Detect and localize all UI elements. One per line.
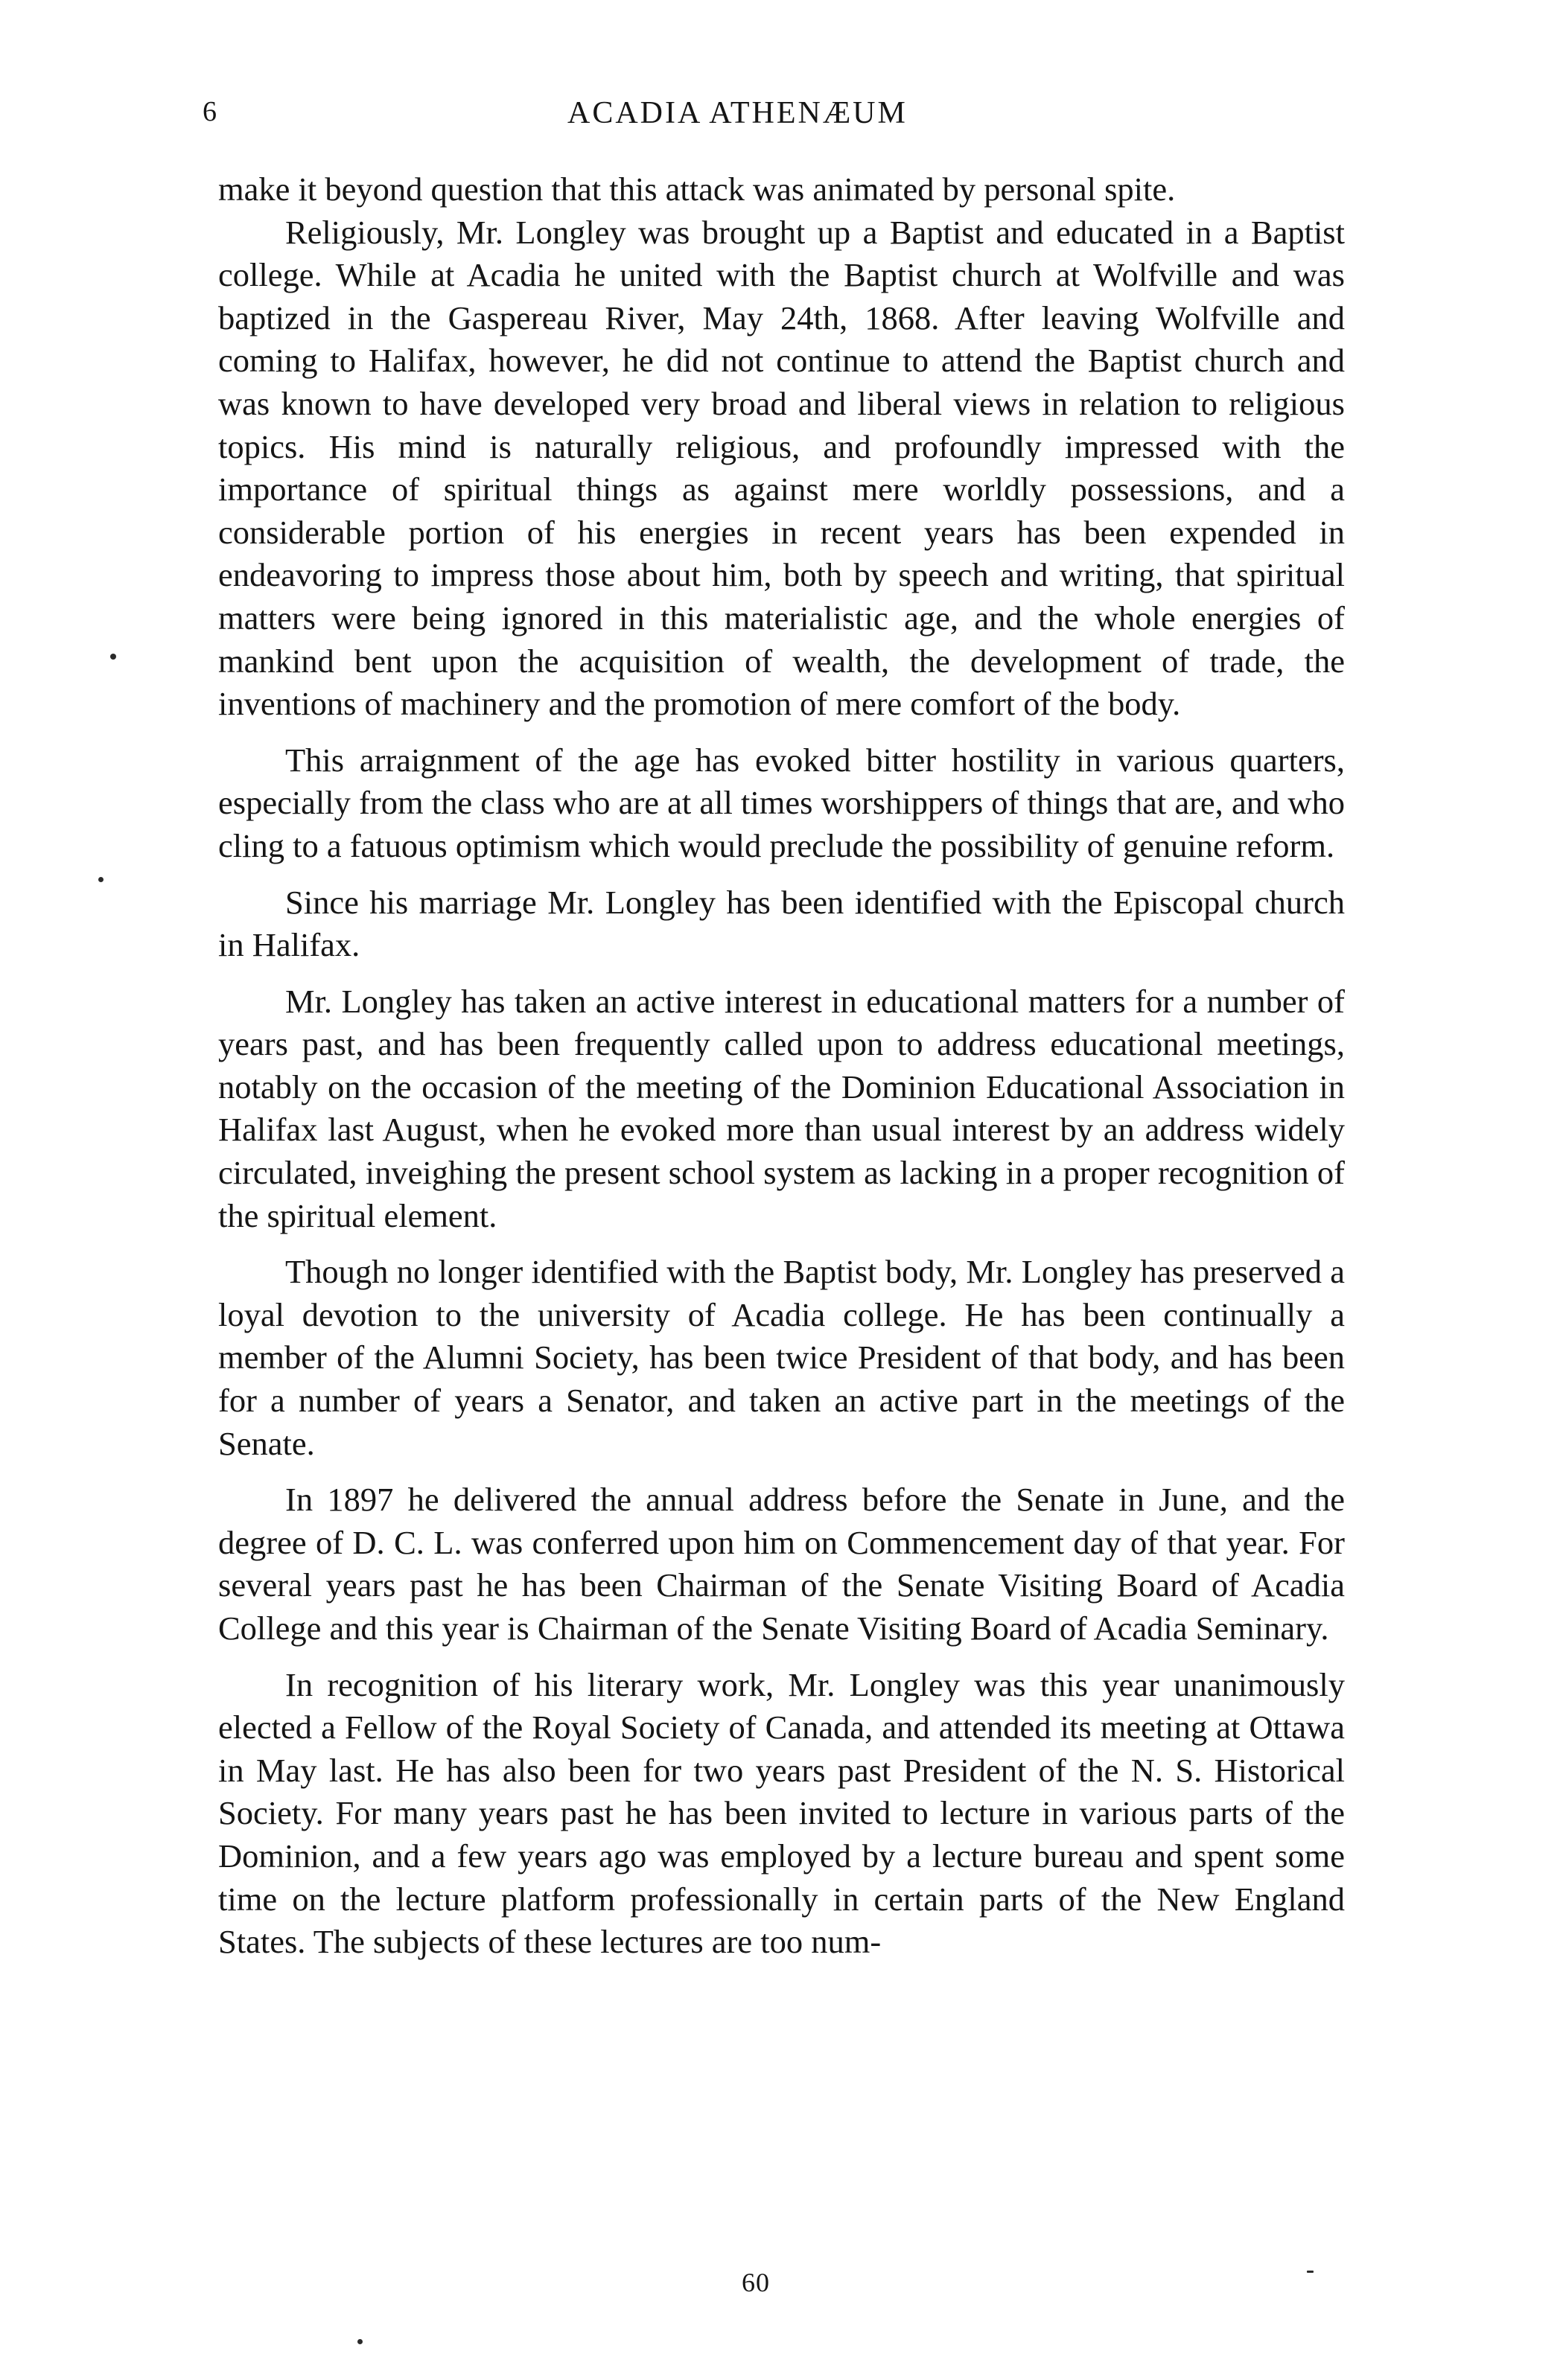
- paragraph: In recognition of his literary work, Mr. Longley was this year unanimously elected a Fellow of the Royal Society of Canada, and attended its meeting at Ottawa in May last. He has also been for two years past President of the N. S. Historical Society. For many years past he has been invited to lecture in various parts of the Dominion, and a few years ago was employed by a lecture bureau and spent some time on the lecture platform professionally in certain parts of the New England States. The subjects of these lectures are too num-: [218, 1665, 1345, 1961]
- running-head: ACADIA ATHENÆUM: [567, 96, 908, 130]
- paragraph: make it beyond question that this attack was animated by personal spite.: [218, 170, 1176, 208]
- paragraph: Since his marriage Mr. Longley has been identified with the Episcopal church in Halifax.: [218, 883, 1345, 964]
- paragraph: Religiously, Mr. Longley was brought up a Baptist and educated in a Baptist college. While at Acadia he united with the Baptist church at Wolfville and was baptized in the Gaspereau River, May 24th, 1868. After leaving Wolfville and coming to Halifax, however, he did not continue to attend the Baptist church and was known to have developed very broad and liberal views in relation to religious topics. His mind is naturally religious, and profoundly impressed with the importance of spiritual things as against mere worldly possessions, and a considerable portion of his energies in recent years has been expended in endeavoring to impress those about him, both by speech and writing, that spiritual matters were being ignored in this materialistic age, and the whole energies of mankind bent upon the acquisition of wealth, the development of trade, the inventions of machinery and the promotion of mere comfort of the body.: [218, 213, 1345, 723]
- scan-speck: [98, 877, 104, 882]
- page-number: 6: [203, 96, 217, 127]
- paragraph: This arraignment of the age has evoked bitter hostility in various quarters, especially from the class who are at all times worshippers of things that are, and who cling to a fatuous optimism which would preclude the possibility of genuine reform.: [218, 741, 1345, 864]
- page-folio: 60: [742, 2268, 770, 2297]
- article-body: [218, 168, 1345, 1964]
- page-header: [203, 95, 1334, 140]
- paragraph: Though no longer identified with the Baptist body, Mr. Longley has preserved a loyal devotion to the university of Acadia college. He has been continually a member of the Alumni Society, has been twice President of that body, and has been for a number of years a Senator, and taken an active part in the meetings of the Senate.: [218, 1253, 1345, 1462]
- paragraph: Mr. Longley has taken an active interest in educational matters for a number of years past, and has been frequently called upon to address educational meetings, notably on the occasion of the meeting of the Dominion Educational Association in Halifax last August, when he evoked more than usual interest by an address widely circulated, inveighing the present school system as lacking in a proper recognition of the spiritual element.: [218, 982, 1345, 1234]
- paragraph: In 1897 he delivered the annual address before the Senate in June, and the degree of D. C. L. was conferred upon him on Commencement day of that year. For several years past he has been Chairman of the Senate Visiting Board of Acadia College and this year is Chairman of the Senate Visiting Board of Acadia Seminary.: [218, 1481, 1345, 1647]
- scan-speck: [1307, 2271, 1314, 2273]
- scan-speck: [357, 2339, 363, 2344]
- scan-speck: [110, 654, 116, 660]
